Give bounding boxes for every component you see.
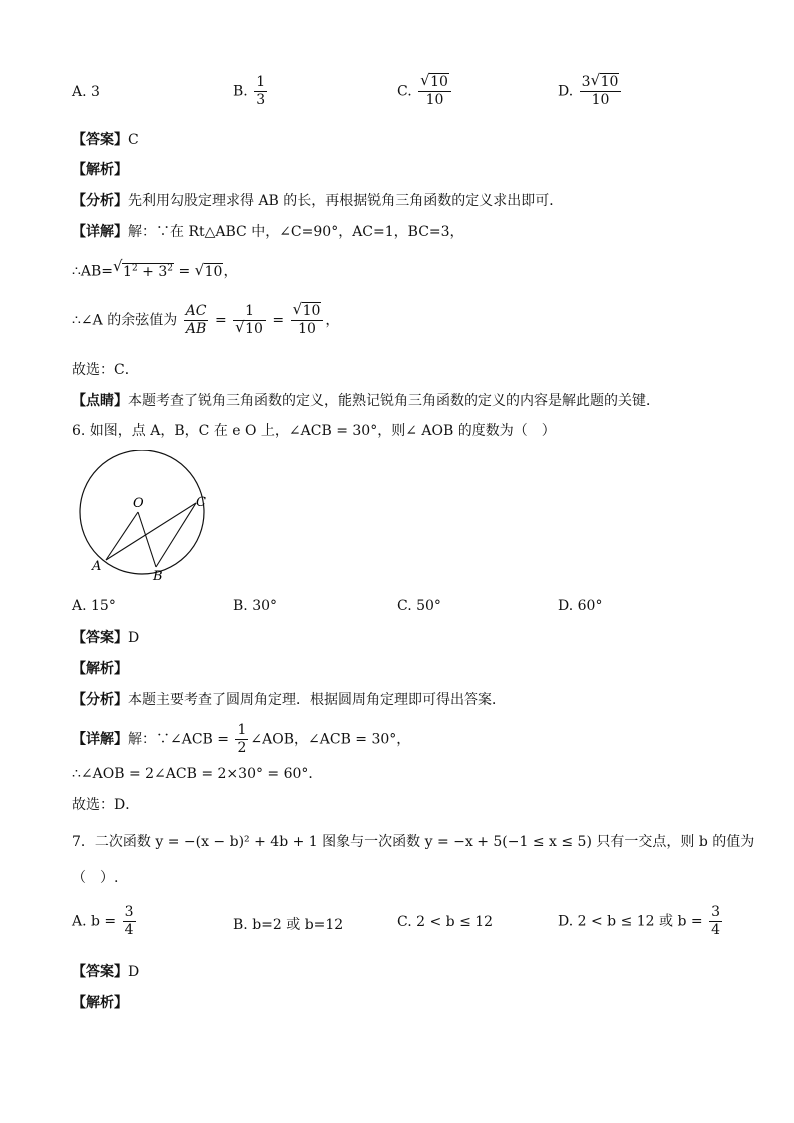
label-a: A xyxy=(92,559,102,574)
q6-fenxi xyxy=(72,690,506,710)
radicand: 10 xyxy=(302,303,321,319)
q6-xiangjie xyxy=(72,722,410,757)
fraction xyxy=(184,303,209,338)
exponent: 2 xyxy=(131,263,138,273)
fraction-den: 10 xyxy=(591,92,610,108)
fraction xyxy=(709,904,722,939)
q7-option-d xyxy=(558,904,724,939)
fraction xyxy=(254,74,267,109)
fraction-num xyxy=(580,74,622,92)
operator: + xyxy=(142,263,154,280)
sqrt-symbol xyxy=(235,321,264,338)
sqrt-symbol xyxy=(293,303,322,320)
radicand: 10 xyxy=(600,74,619,90)
radicand: 10 xyxy=(204,263,223,280)
punctuation: ， xyxy=(325,312,340,329)
answer-tag: 【答案】 xyxy=(72,132,128,148)
fraction-num: 1 xyxy=(233,303,266,321)
analysis-tag: 解析 xyxy=(86,162,114,178)
exponent: 2 xyxy=(167,263,173,273)
xiangjie-text: ∠AOB，∠ACB = 30°， xyxy=(250,731,411,748)
q5-option-a xyxy=(72,84,100,100)
answer-value: D xyxy=(128,964,140,980)
fraction-num: 1 xyxy=(256,74,266,90)
punctuation: ， xyxy=(223,263,238,280)
q5-dianjing xyxy=(72,391,660,411)
label-b: B xyxy=(153,569,163,584)
fraction xyxy=(418,74,451,109)
fraction-den: 2 xyxy=(237,740,247,756)
fraction xyxy=(291,303,324,338)
radicand: 10 xyxy=(245,321,263,337)
fenxi-tag: 【分析】 xyxy=(72,193,128,209)
segment-ob xyxy=(138,512,156,567)
option-label: D. xyxy=(558,83,574,100)
analysis-tag: 解析 xyxy=(86,661,114,677)
fraction xyxy=(233,303,266,338)
q5-answer xyxy=(72,130,139,150)
fraction-den: AB xyxy=(185,321,207,337)
base: 1 xyxy=(123,263,132,280)
q5-option-b xyxy=(233,74,269,109)
fraction-num xyxy=(291,303,324,321)
coefficient: 3 xyxy=(581,74,591,90)
q6-choose: 故选：D． xyxy=(72,797,140,813)
q6-analysis-heading: 【解析】 xyxy=(72,661,128,677)
sqrt-symbol xyxy=(113,258,174,282)
option-label: B. xyxy=(233,83,248,100)
q5-option-d xyxy=(558,74,623,109)
option-label: C. xyxy=(397,83,412,100)
q5-choose: 故选：C． xyxy=(72,362,139,378)
option-text: D. 2 < b ≤ 12 或 b = xyxy=(558,913,703,930)
answer-value: D xyxy=(128,630,140,646)
segment-bc xyxy=(156,503,196,567)
q6-option-c: C. 50° xyxy=(397,598,441,614)
fraction-num: 3 xyxy=(711,904,720,920)
fraction-num: 1 xyxy=(237,722,247,738)
fraction-den: 3 xyxy=(256,92,266,108)
radicand xyxy=(122,263,174,280)
operator: = xyxy=(272,312,285,329)
xiangjie-text: 解：∵在 Rt△ABC 中，∠C=90°，AC=1，BC=3， xyxy=(128,224,464,240)
radicand: 10 xyxy=(430,74,448,90)
q5-step2 xyxy=(72,303,339,338)
q6-option-d: D. 60° xyxy=(558,598,603,614)
fraction-den: 4 xyxy=(124,922,134,938)
q7-stem-line2: （ ）. xyxy=(72,870,119,886)
fraction xyxy=(580,74,622,109)
label-o: O xyxy=(133,496,144,511)
fraction-num xyxy=(418,74,451,92)
q7-stem-line1: 7．二次函数 y = −(x − b)² + 4b + 1 图象与一次函数 y = −x + 5(−1 ≤ x ≤ 5) 只有一交点，则 b 的值为 xyxy=(72,834,755,850)
option-label: A. xyxy=(72,84,87,100)
q7-answer xyxy=(72,962,139,982)
fraction-den xyxy=(233,321,266,338)
q6-stem: 6. 如图，点 A，B，C 在 e O 上，∠ACB = 30°，则∠ AOB 的度数为（ ） xyxy=(72,423,556,439)
q5-step1 xyxy=(72,258,237,282)
answer-tag: 【答案】 xyxy=(72,630,128,646)
fraction-den: 10 xyxy=(298,321,316,337)
analysis-tag: 解析 xyxy=(86,995,114,1011)
fraction-den: 4 xyxy=(711,922,720,938)
step-text: ∴∠A 的余弦值为 xyxy=(72,312,178,329)
answer-tag: 【答案】 xyxy=(72,964,128,980)
fraction-num: AC xyxy=(185,303,207,319)
fraction xyxy=(123,904,136,939)
q6-step1: ∴∠AOB = 2∠ACB = 2×30° = 60°． xyxy=(72,766,323,782)
dianjing-text: 本题考查了锐角三角函数的定义，能熟记锐角三角函数的定义的内容是解此题的关键． xyxy=(128,393,660,409)
dianjing-tag: 【点睛】 xyxy=(72,393,128,409)
option-text: A. b = xyxy=(72,913,117,930)
xiangjie-text: 解：∵∠ACB = xyxy=(128,731,230,748)
segment-oa xyxy=(106,512,138,560)
answer-value: C xyxy=(128,132,139,148)
base: 3 xyxy=(158,263,168,280)
sqrt-symbol xyxy=(591,74,620,91)
q7-analysis-heading: 【解析】 xyxy=(72,995,128,1011)
q7-option-b: B. b=2 或 b=12 xyxy=(233,917,344,933)
fenxi-text: 本题主要考查了圆周角定理．根据圆周角定理即可得出答案． xyxy=(128,692,506,708)
q5-analysis-heading: 【解析】 xyxy=(72,162,128,178)
q6-option-b: B. 30° xyxy=(233,598,278,614)
q5-fenxi xyxy=(72,191,563,211)
step-text: ∴AB= xyxy=(72,263,114,280)
circle-figure xyxy=(72,450,232,590)
q5-xiangjie xyxy=(72,222,464,242)
q7-option-c: C. 2 < b ≤ 12 xyxy=(397,914,494,930)
operator: = xyxy=(178,263,191,280)
fraction xyxy=(235,722,248,757)
sqrt-symbol xyxy=(420,74,449,91)
q7-option-a xyxy=(72,904,138,939)
fraction-num: 3 xyxy=(124,904,134,920)
sqrt-symbol xyxy=(195,262,224,282)
q6-answer xyxy=(72,628,139,648)
xiangjie-tag: 【详解】 xyxy=(72,224,128,240)
fenxi-tag: 【分析】 xyxy=(72,692,128,708)
operator: = xyxy=(214,312,227,329)
circle xyxy=(80,450,204,574)
xiangjie-tag: 【详解】 xyxy=(72,731,128,748)
fenxi-text: 先利用勾股定理求得 AB 的长，再根据锐角三角函数的定义求出即可． xyxy=(128,193,564,209)
label-c: C xyxy=(196,495,206,510)
q5-option-c xyxy=(397,74,453,109)
option-value: 3 xyxy=(91,84,100,100)
q6-option-a: A. 15° xyxy=(72,598,116,614)
fraction-den: 10 xyxy=(425,92,444,108)
